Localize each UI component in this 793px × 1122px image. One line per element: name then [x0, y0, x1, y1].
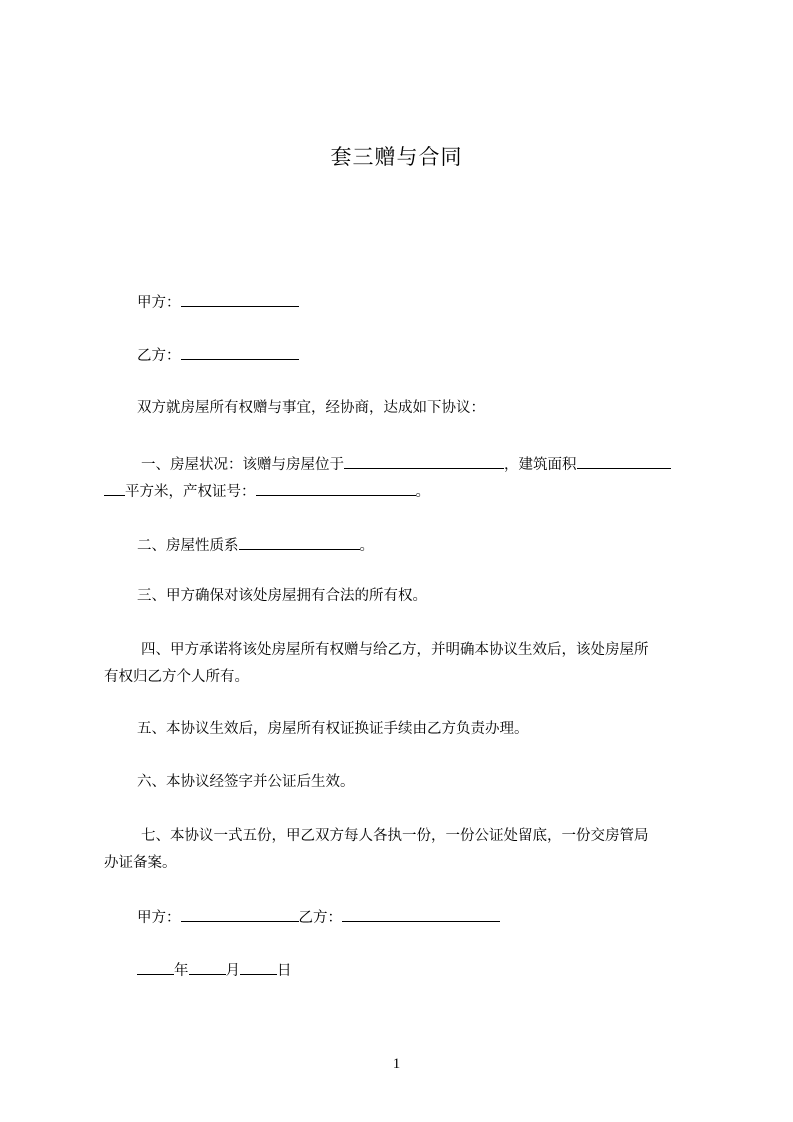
clause-7-line-1: 七、本协议一式五份，甲乙双方每人各执一份，一份公证处留底，一份交房管局 [141, 828, 649, 844]
day-blank[interactable] [240, 959, 277, 975]
signature-party-b-label: 乙方： [298, 910, 342, 926]
signature-line [137, 906, 500, 928]
clause-2-text-2: 。 [359, 538, 374, 554]
house-nature-blank[interactable] [239, 534, 360, 550]
party-a-line [137, 291, 299, 313]
clause-1-line-2 [104, 480, 430, 502]
house-location-blank[interactable] [344, 453, 504, 469]
clause-3: 三、甲方确保对该处房屋拥有合法的所有权。 [137, 588, 427, 604]
signature-party-a-label: 甲方： [137, 910, 181, 926]
page-number: 1 [392, 1056, 401, 1072]
party-a-label: 甲方： [137, 295, 181, 311]
clause-5: 五、本协议生效后，房屋所有权证换证手续由乙方负责办理。 [137, 721, 529, 737]
party-b-line [137, 344, 299, 366]
signature-party-a-blank[interactable] [181, 906, 299, 922]
day-label: 日 [277, 963, 292, 979]
signature-party-b-blank[interactable] [342, 906, 500, 922]
clause-1-text-3: 平方米，产权证号： [125, 484, 256, 500]
date-line [137, 959, 292, 981]
building-area-blank-start[interactable] [577, 453, 671, 469]
party-b-label: 乙方： [137, 348, 181, 364]
clause-4-line-2: 有权归乙方个人所有。 [104, 669, 249, 685]
clause-1-text-4: 。 [415, 484, 430, 500]
clause-7-line-2: 办证备案。 [104, 855, 177, 871]
clause-4-line-1: 四、甲方承诺将该处房屋所有权赠与给乙方，并明确本协议生效后，该处房屋所 [141, 642, 649, 658]
building-area-blank-end[interactable] [104, 480, 125, 496]
clause-2-text-1: 二、房屋性质系 [137, 538, 239, 554]
party-b-blank[interactable] [181, 344, 299, 360]
month-label: 月 [225, 963, 240, 979]
year-blank[interactable] [137, 959, 174, 975]
intro-paragraph: 双方就房屋所有权赠与事宜，经协商，达成如下协议： [137, 400, 485, 416]
clause-1-text-1: 一、房屋状况：该赠与房屋位于 [141, 457, 344, 473]
clause-1-line-1 [141, 453, 671, 475]
document-title: 套三赠与合同 [330, 145, 463, 169]
clause-2 [137, 534, 374, 556]
month-blank[interactable] [189, 959, 226, 975]
party-a-blank[interactable] [181, 291, 299, 307]
year-label: 年 [174, 963, 189, 979]
clause-1-text-2: ，建筑面积 [504, 457, 577, 473]
property-certificate-blank[interactable] [256, 480, 416, 496]
clause-6: 六、本协议经签字并公证后生效。 [137, 774, 355, 790]
